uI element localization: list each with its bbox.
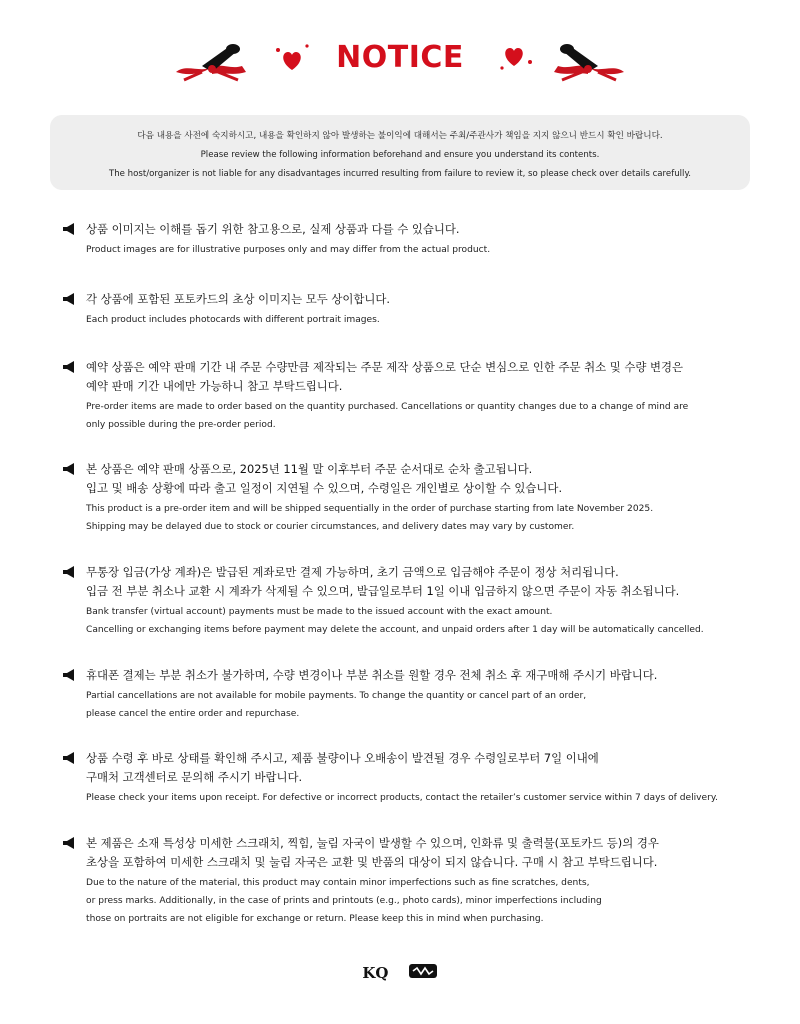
item-text-en: those on portraits are not eligible for exchange or return. Please keep this in mind when purchasing. [86, 914, 544, 924]
notice-item [62, 749, 762, 807]
item-text-ko: 입금 전 부분 취소나 교환 시 계좌가 삭제될 수 있으며, 발급일로부터 1일 이내 입금하지 않으면 주문이 자동 취소됩니다. [86, 584, 680, 598]
notice-box [50, 115, 750, 190]
notice-item [62, 563, 762, 639]
item-text-ko: 휴대폰 결제는 부분 취소가 불가하며, 수량 변경이나 부분 취소를 원할 경우 전체 취소 후 재구매해 주시기 바랍니다. [86, 668, 658, 682]
notice-item [62, 460, 762, 536]
item-text-en: only possible during the pre-order period. [86, 420, 276, 430]
megaphone-bullet-icon [62, 462, 76, 476]
notice-line-en-1: Please review the following information beforehand and ensure you understand its contents. [200, 150, 600, 160]
notice-line-ko: 다음 내용을 사전에 숙지하시고, 내용을 확인하지 않아 발생하는 불이익에 대해서는 주최/주관사가 책임을 지지 않으니 반드시 확인 바랍니다. [137, 131, 663, 141]
kq-logo: KQ [362, 964, 389, 982]
item-text-ko: 상품 수령 후 바로 상태를 확인해 주시고, 제품 불량이나 오배송이 발견될 경우 수령일로부터 7일 이내에 [86, 751, 599, 765]
item-text-ko: 본 상품은 예약 판매 상품으로, 2025년 11월 말 이후부터 주문 순서대로 순차 출고됩니다. [86, 462, 533, 476]
notice-item [62, 834, 762, 928]
megaphone-bullet-icon [62, 360, 76, 374]
item-text-ko: 본 제품은 소재 특성상 미세한 스크래치, 찍힘, 눌림 자국이 발생할 수 있으며, 인화류 및 출력물(포토카드 등)의 경우 [86, 836, 659, 850]
item-text-ko: 예약 판매 기간 내에만 가능하니 참고 부탁드립니다. [86, 379, 343, 393]
megaphone-bullet-icon [62, 751, 76, 765]
item-text-en: or press marks. Additionally, in the case of prints and printouts (e.g., photo cards), minor imperfections including [86, 896, 602, 906]
item-text-en: Bank transfer (virtual account) payments must be made to the issued account with the exact amount. [86, 607, 553, 617]
notice-item [62, 666, 762, 723]
megaphone-bullet-icon [62, 836, 76, 850]
megaphone-bullet-icon [62, 222, 76, 236]
item-text-en: Partial cancellations are not available for mobile payments. To change the quantity or cancel part of an order, [86, 691, 587, 701]
footer [0, 962, 800, 984]
item-text-ko: 상품 이미지는 이해를 돕기 위한 참고용으로, 실제 상품과 다를 수 있습니다. [86, 222, 460, 236]
notice-item [62, 358, 762, 434]
item-text-en: Shipping may be delayed due to stock or courier circumstances, and delivery dates may vary by customer. [86, 522, 575, 532]
megaphone-bullet-icon [62, 668, 76, 682]
item-text-en: Due to the nature of the material, this product may contain minor imperfections such as fine scratches, dents, [86, 878, 590, 888]
item-text-ko: 구매처 고객센터로 문의해 주시기 바랍니다. [86, 770, 303, 784]
item-text-en: please cancel the entire order and repurchase. [86, 709, 300, 719]
item-text-en: Product images are for illustrative purposes only and may differ from the actual product. [86, 245, 491, 255]
megaphone-bullet-icon [62, 565, 76, 579]
item-text-en: This product is a pre-order item and will be shipped sequentially in the order of purchase starting from late November 2025. [86, 504, 654, 514]
notice-item [62, 220, 762, 259]
notice-line-en-2: The host/organizer is not liable for any disadvantages incurred resulting from failure to review it, so please check over details carefully. [108, 169, 692, 179]
soundwave-logo-mark [408, 962, 438, 980]
item-text-ko: 초상을 포함하여 미세한 스크래치 및 눌림 자국은 교환 및 반품의 대상이 되지 않습니다. 구매 시 참고 부탁드립니다. [86, 855, 658, 869]
clapstick-ribbon-right-icon [546, 42, 628, 84]
header [0, 0, 800, 100]
item-text-ko: 예약 상품은 예약 판매 기간 내 주문 수량만큼 제작되는 주문 제작 상품으로 단순 변심으로 인한 주문 취소 및 수량 변경은 [86, 360, 683, 374]
item-text-en: Cancelling or exchanging items before payment may delete the account, and unpaid orders after 1 day will be automatically cancelled. [86, 625, 704, 635]
notice-item [62, 290, 762, 329]
item-text-ko: 각 상품에 포함된 포토카드의 초상 이미지는 모두 상이합니다. [86, 292, 391, 306]
item-text-en: Please check your items upon receipt. For defective or incorrect products, contact the retailer’s customer service within 7 days of delivery. [86, 793, 718, 803]
page-title: NOTICE [336, 40, 464, 75]
megaphone-bullet-icon [62, 292, 76, 306]
item-text-ko: 무통장 입금(가상 계좌)은 발급된 계좌로만 결제 가능하며, 초기 금액으로 입금해야 주문이 정상 처리됩니다. [86, 565, 619, 579]
item-text-en: Pre-order items are made to order based on the quantity purchased. Cancellations or quantity changes due to a change of mind are [86, 402, 689, 412]
soundwave-logo [408, 962, 438, 984]
hearts-icon [496, 40, 536, 74]
item-text-en: Each product includes photocards with different portrait images. [86, 315, 380, 325]
item-text-ko: 입고 및 배송 상황에 따라 출고 일정이 지연될 수 있으며, 수령일은 개인별로 상이할 수 있습니다. [86, 481, 563, 495]
